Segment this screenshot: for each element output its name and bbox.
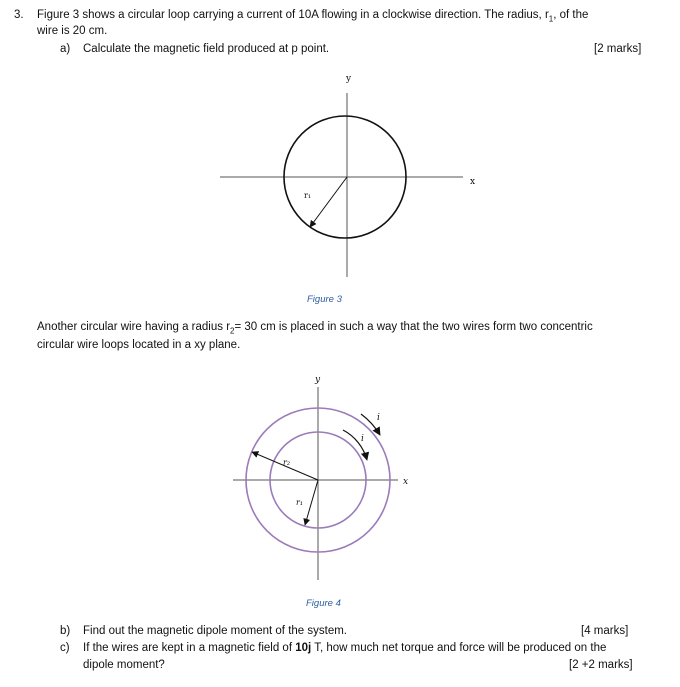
question-text: Figure 3 shows a circular loop carrying a current of 10A flowing in a clockwise direction. The radius, r [37, 9, 549, 21]
fig3-y-label: y [346, 74, 352, 84]
fig4-outer-current-label: i [377, 413, 380, 423]
fig4-y-label: y [315, 375, 321, 385]
question-line-2: wire is 20 cm. [37, 25, 108, 37]
fig3-x-label: x [470, 177, 476, 187]
part-c-label: c) [60, 642, 70, 654]
fig4-r1-label: r₁ [296, 498, 304, 507]
part-a-text: Calculate the magnetic field produced at p point. [83, 43, 330, 55]
fig3-r1-label: r₁ [304, 191, 312, 200]
part-c-line-1 [83, 641, 606, 656]
radius2-subscript: 2 [230, 326, 235, 336]
field-vector: 10j [295, 642, 312, 654]
question-number: 3. [14, 9, 24, 21]
part-c-line-2: dipole moment? [83, 659, 165, 671]
part-c-marks: [2 +2 marks] [569, 659, 633, 671]
paragraph-line-2: circular wire loops located in a xy plane. [37, 339, 241, 351]
figure-4-caption: Figure 4 [306, 598, 341, 609]
part-a-label: a) [60, 43, 71, 55]
question-text-end: , of the [553, 9, 589, 21]
fig4-x-label: x [403, 477, 409, 487]
paragraph-pre: Another circular wire having a radius r [37, 321, 231, 333]
part-b-label: b) [60, 625, 71, 637]
figure-3-caption: Figure 3 [307, 294, 342, 305]
fig4-r1-arrow [305, 480, 318, 525]
fig4-inner-current-label: i [361, 434, 364, 444]
part-b-text: Find out the magnetic dipole moment of the system. [83, 625, 347, 637]
part-a-marks: [2 marks] [594, 43, 642, 55]
part-c-text-post: T, how much net torque and force will be produced on the [311, 642, 607, 654]
part-b-marks: [4 marks] [581, 625, 629, 637]
paragraph-post: = 30 cm is placed in such a way that the two wires form two concentric [234, 321, 593, 333]
fig4-r2-label: r₂ [283, 458, 291, 467]
radius-subscript: 1 [548, 14, 554, 24]
part-c-text-pre: If the wires are kept in a magnetic field of [83, 642, 296, 654]
